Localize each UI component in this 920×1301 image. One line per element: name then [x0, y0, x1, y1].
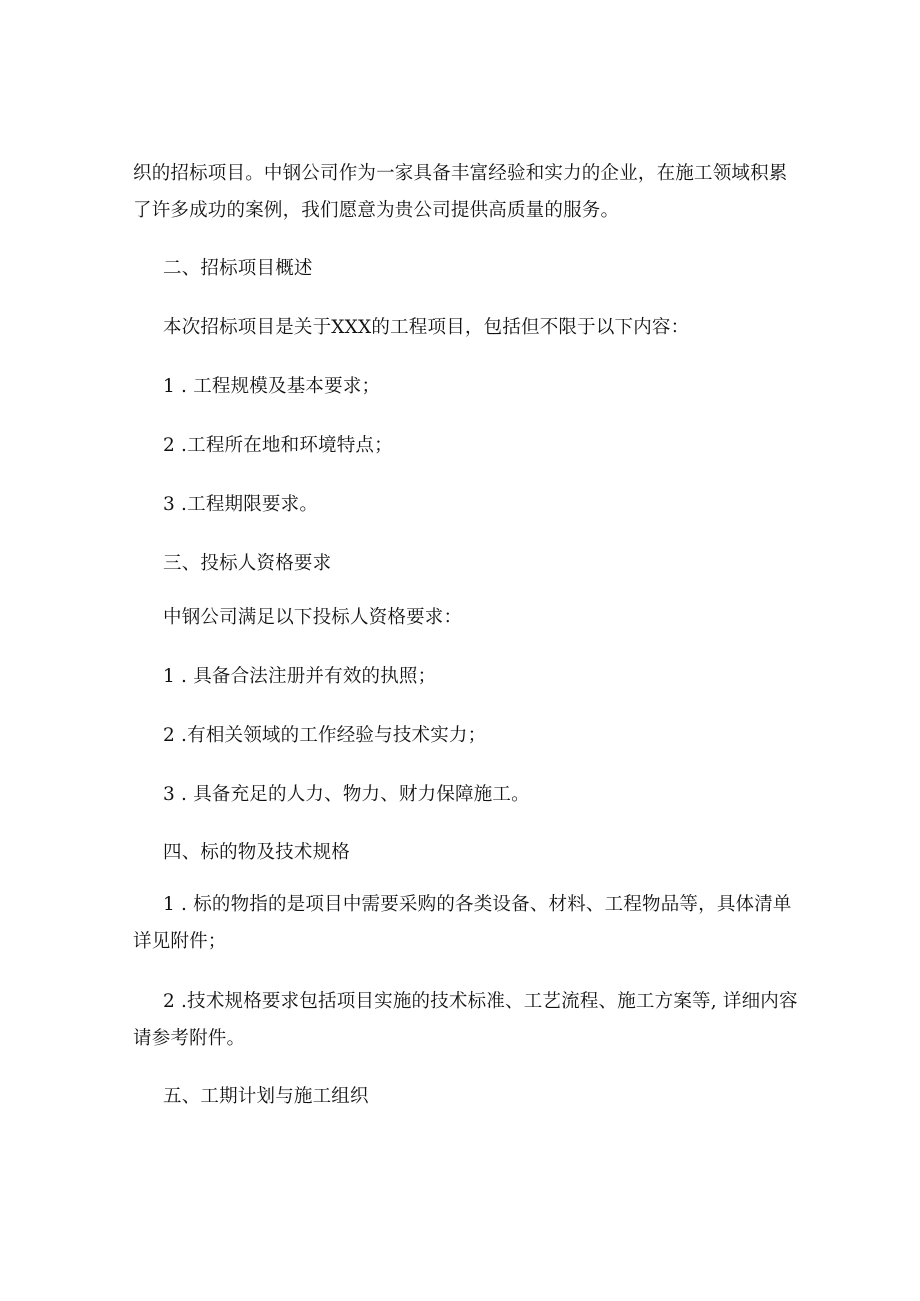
list-item-qualification-1: 1 . 具备合法注册并有效的执照； — [163, 666, 437, 687]
paragraph-qualifications: 中钢公司满足以下投标人资格要求： — [163, 607, 463, 628]
section-heading-5: 五、工期计划与施工组织 — [163, 1086, 369, 1107]
section-heading-3: 三、投标人资格要求 — [163, 553, 332, 574]
list-item-scope-1: 1 . 工程规模及基本要求； — [163, 376, 381, 397]
list-item-spec-2: 2 .技术规格要求包括项目实施的技术标准、工艺流程、施工方案等, 详细内容请参考附件。 — [133, 991, 798, 1049]
list-item-spec-1: 1 . 标的物指的是项目中需要采购的各类设备、材料、工程物品等，具体清单详见附件； — [133, 894, 792, 952]
section-heading-2: 二、招标项目概述 — [163, 258, 313, 279]
list-item-scope-3: 3 .工程期限要求。 — [163, 494, 319, 515]
section-heading-4: 四、标的物及技术规格 — [163, 842, 351, 863]
list-item-qualification-2: 2 .有相关领域的工作经验与技术实力； — [163, 725, 487, 746]
list-item-scope-2: 2 .工程所在地和环境特点； — [163, 435, 393, 456]
paragraph-project-scope: 本次招标项目是关于XXX的工程项目，包括但不限于以下内容： — [163, 317, 690, 338]
list-item-qualification-3: 3 . 具备充足的人力、物力、财力保障施工。 — [163, 784, 530, 805]
paragraph-intro-continuation: 织的招标项目。中钢公司作为一家具备丰富经验和实力的企业，在施工领域积累了许多成功的案例，我们愿意为贵公司提供高质量的服务。 — [133, 163, 788, 221]
